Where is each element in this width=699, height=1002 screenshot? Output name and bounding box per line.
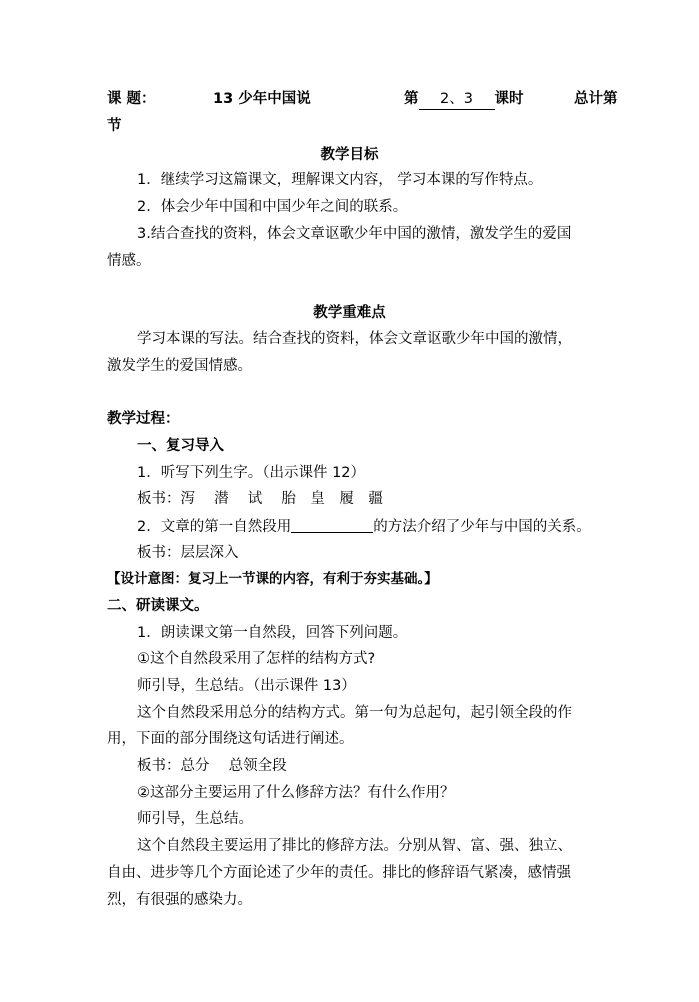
fill-blank-prefix: 2．文章的第一自然段用 [137,519,292,535]
key-points-line-1: 学习本课的写法。结合查找的资料，体会文章讴歌少年中国的激情， [137,331,572,347]
lesson-prefix: 第 [404,91,419,107]
key-points-heading: 教学重难点 [313,305,386,321]
section-2-answer-2-line-2: 自由、进步等几个方面论述了少年的责任。排比的修辞语气紧凑，感情强 [107,865,571,881]
lesson-title: 13 少年中国说 [213,91,311,107]
goal-item-3-line-2: 情感。 [107,253,151,269]
section-1-line-1: 1．听写下列生字。（出示课件 12） [137,465,366,481]
design-intent-note: 【设计意图：复习上一节课的内容，有利于夯实基础。】 [107,571,438,587]
section-2-answer-2-line-1: 这个自然段主要运用了排比的修辞方法。分别从智、富、强、独立、 [137,838,572,854]
section-2-line-1: 1．朗读课文第一自然段，回答下列问题。 [137,625,408,641]
section-2-guide-1: 师引导，生总结。（出示课件 13） [137,678,356,694]
section-1-fill-blank [137,516,657,537]
fill-blank-suffix: 的方法介绍了少年与中国的关系。 [373,519,591,535]
lesson-number [404,89,524,110]
section-2-board-structure: 板书：总分 总领全段 [137,758,287,774]
section-2-title: 二、研读课文。 [107,598,209,614]
section-2-guide-2: 师引导，生总结。 [137,811,253,827]
section-1-board-method: 板书：层层深入 [137,545,239,561]
section-1-board-chars: 板书：泻 潜 试 胎 皇 履 疆 [137,491,383,507]
process-heading: 教学过程： [107,411,180,427]
section-1-title: 一、复习导入 [137,438,224,454]
section-2-answer-1-line-1: 这个自然段采用总分的结构方式。第一句为总起句，起引领全段的作 [137,705,572,721]
section-2-question-1: ①这个自然段采用了怎样的结构方式? [137,651,376,667]
section-2-answer-2-line-3: 烈，有很强的感染力。 [107,892,252,908]
goal-item-3-line-1: 3.结合查找的资料，体会文章讴歌少年中国的激情，激发学生的爱国 [137,226,572,242]
lesson-number-value: 2、3 [419,89,495,110]
section-2-question-2: ②这部分主要运用了什么修辞方法？有什么作用？ [137,785,455,801]
total-lessons-suffix: 节 [107,118,122,134]
goals-heading: 教学目标 [320,147,379,163]
goal-item-2: 2．体会少年中国和中国少年之间的联系。 [137,199,408,215]
key-points-line-2: 激发学生的爱国情感。 [107,358,252,374]
lesson-suffix: 课时 [494,91,524,107]
topic-label: 课 题： [107,91,156,107]
goal-item-1: 1．继续学习这篇课文，理解课文内容， 学习本课的写作特点。 [137,172,543,188]
fill-blank-line [291,516,373,533]
section-2-answer-1-line-2: 用，下面的部分围绕这句话进行阐述。 [107,731,354,747]
total-lessons: 总计第 [574,91,618,107]
lesson-header [107,89,627,109]
